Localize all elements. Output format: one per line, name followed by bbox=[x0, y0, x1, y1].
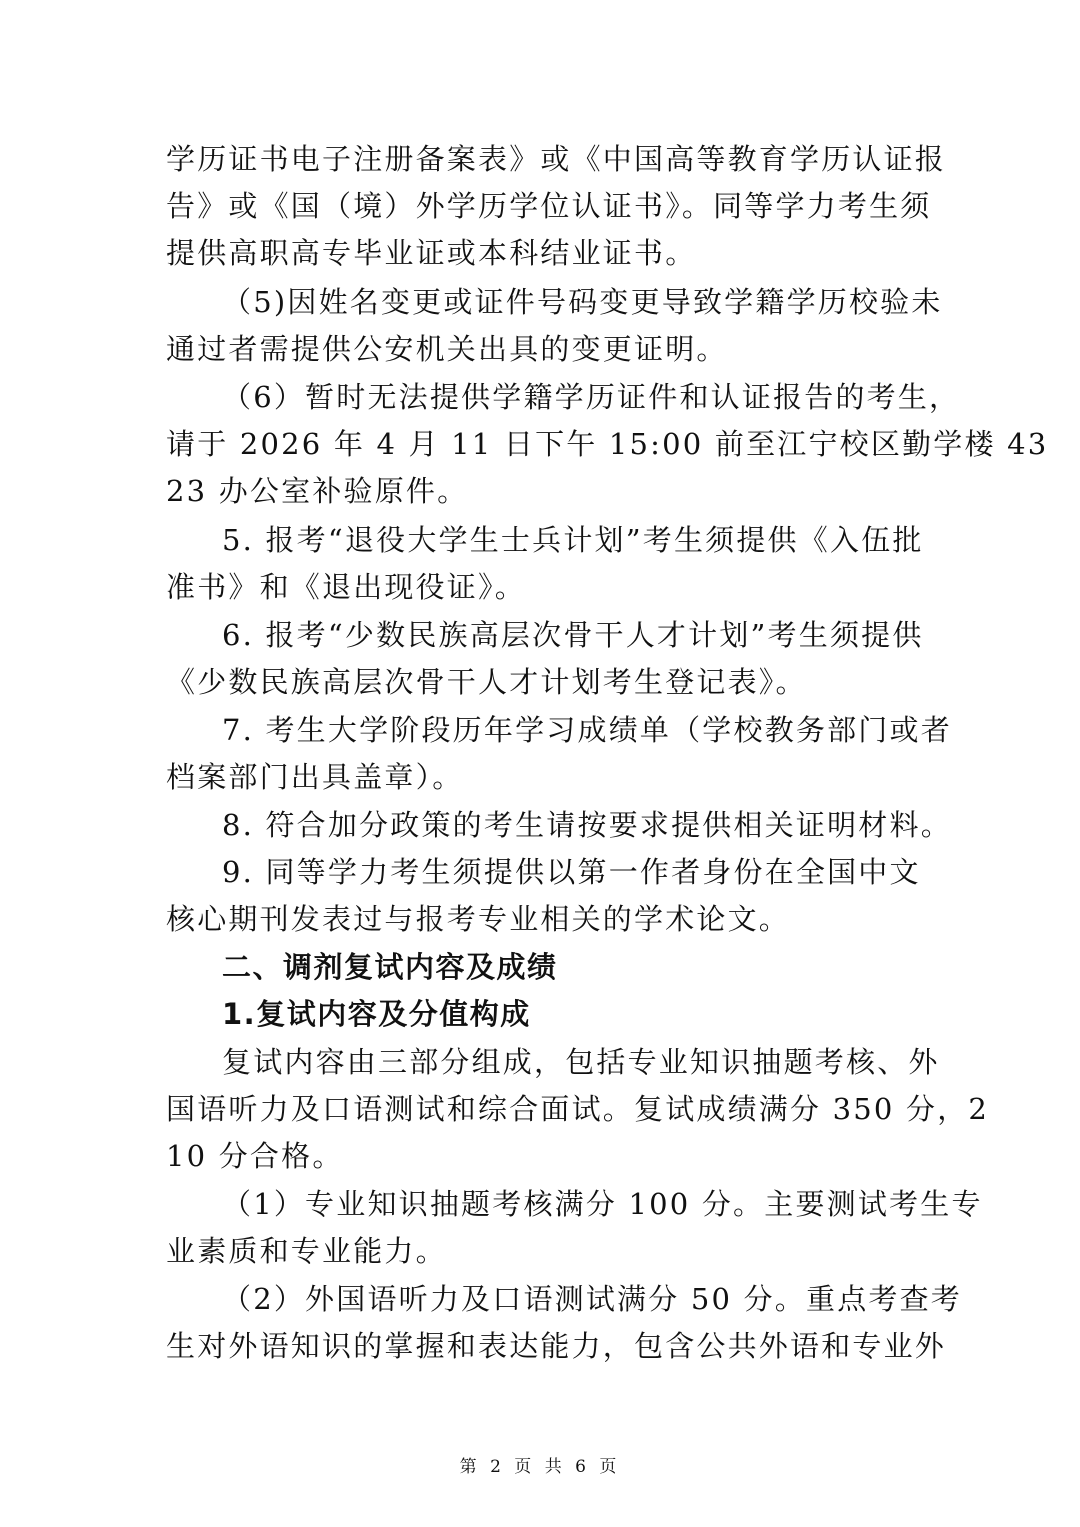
text-line: 通过者需提供公安机关出具的变更证明。 bbox=[166, 332, 728, 366]
text-line: 请于 2026 年 4 月 11 日下午 15:00 前至江宁校区勤学楼 43 bbox=[166, 427, 1049, 461]
text-line: 档案部门出具盖章）。 bbox=[166, 760, 464, 794]
text-line: 核心期刊发表过与报考专业相关的学术论文。 bbox=[166, 902, 791, 936]
text-line: （2）外国语听力及口语测试满分 50 分。重点考查考 bbox=[222, 1282, 962, 1316]
page-number: 第 2 页 共 6 页 bbox=[459, 1457, 621, 1477]
text-line: 9. 同等学力考生须提供以第一作者身份在全国中文 bbox=[222, 855, 921, 889]
text-line: 复试内容由三部分组成，包括专业知识抽题考核、外 bbox=[222, 1045, 940, 1079]
text-line: （1）专业知识抽题考核满分 100 分。主要测试考生专 bbox=[222, 1187, 983, 1221]
text-line: 10 分合格。 bbox=[166, 1139, 344, 1173]
text-line: 业素质和专业能力。 bbox=[166, 1234, 447, 1268]
text-line: 《少数民族高层次骨干人才计划考生登记表》。 bbox=[166, 665, 807, 699]
text-line: 告》或《国（境）外学历学位认证书》。同等学力考生须 bbox=[166, 189, 932, 223]
text-line: 5. 报考“退役大学生士兵计划”考生须提供《入伍批 bbox=[222, 523, 924, 557]
text-line: 生对外语知识的掌握和表达能力，包含公共外语和专业外 bbox=[166, 1329, 947, 1363]
text-line: 提供高职高专毕业证或本科结业证书。 bbox=[166, 236, 697, 270]
text-line: 23 办公室补验原件。 bbox=[166, 474, 469, 508]
text-line: （6）暂时无法提供学籍学历证件和认证报告的考生， bbox=[222, 380, 961, 414]
text-line: 7. 考生大学阶段历年学习成绩单（学校教务部门或者 bbox=[222, 713, 952, 747]
text-line: 6. 报考“少数民族高层次骨干人才计划”考生须提供 bbox=[222, 618, 924, 652]
text-line: 学历证书电子注册备案表》或《中国高等教育学历认证报 bbox=[166, 142, 947, 176]
text-line: （5)因姓名变更或证件号码变更导致学籍学历校验未 bbox=[222, 285, 943, 319]
section-heading: 二、调剂复试内容及成绩 bbox=[222, 950, 558, 984]
text-line: 国语听力及口语测试和综合面试。复试成绩满分 350 分，2 bbox=[166, 1092, 990, 1126]
subsection-heading: 1.复试内容及分值构成 bbox=[222, 997, 531, 1031]
text-line: 准书》和《退出现役证》。 bbox=[166, 570, 526, 604]
text-line: 8. 符合加分政策的考生请按要求提供相关证明材料。 bbox=[222, 808, 952, 842]
